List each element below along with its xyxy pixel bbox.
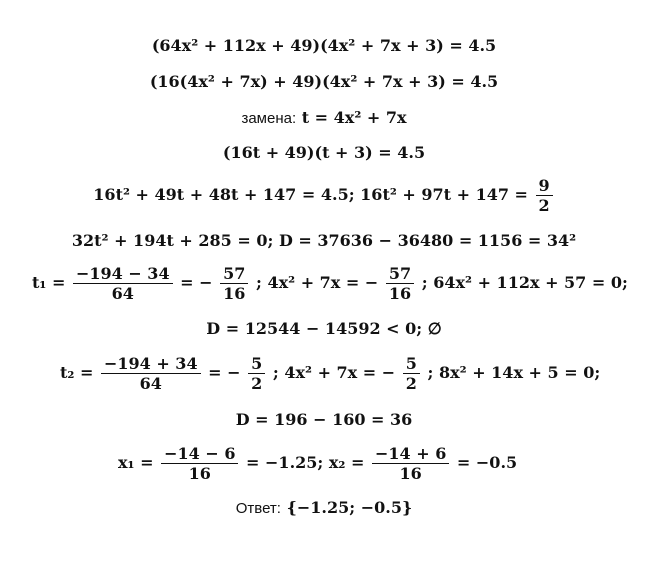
- discriminant-line-2: D = 12544 − 14592 < 0; ∅: [206, 319, 442, 338]
- t1-lhs: t₁ =: [32, 273, 66, 292]
- equation-line-4: (16t + 49)(t + 3) = 4.5: [222, 143, 426, 162]
- t2-tail: ; 8x² + 14x + 5 = 0;: [427, 363, 601, 382]
- fraction: [248, 354, 265, 393]
- equation-line-1: (64x² + 112x + 49)(4x² + 7x + 3) = 4.5: [151, 36, 497, 55]
- fraction: [73, 264, 173, 303]
- answer-label: Ответ:: [235, 500, 281, 517]
- t1-mid: = −: [180, 273, 213, 292]
- t2-equation: ; 4x² + 7x = −: [272, 363, 396, 382]
- x2-value: = −0.5: [456, 453, 518, 472]
- equation-line-2: (16(4x² + 7x) + 49)(4x² + 7x + 3) = 4.5: [149, 72, 499, 91]
- t1-tail: ; 64x² + 112x + 57 = 0;: [421, 273, 628, 292]
- roots-x-line: [118, 444, 618, 483]
- t1-equation: ; 4x² + 7x = −: [255, 273, 379, 292]
- x1-value-and-x2-lhs: = −1.25; x₂ =: [246, 453, 365, 472]
- x1-lhs: x₁ =: [118, 453, 154, 472]
- answer-line: [0, 498, 648, 519]
- fraction: [536, 176, 553, 215]
- fraction-denominator: 16: [388, 284, 412, 303]
- root-t2-line: [60, 354, 620, 393]
- fraction: [220, 264, 248, 303]
- fraction-numerator: 5: [248, 354, 265, 374]
- fraction: [386, 264, 414, 303]
- discriminant-line-3: D = 196 − 160 = 36: [235, 410, 413, 429]
- t2-lhs: t₂ =: [60, 363, 94, 382]
- equation-line-5: [0, 176, 648, 215]
- fraction-denominator: 64: [111, 284, 134, 303]
- fraction-denominator: 16: [399, 464, 422, 483]
- fraction-numerator: 57: [386, 264, 414, 284]
- fraction: [101, 354, 201, 393]
- substitution-label: замена:: [241, 110, 297, 127]
- fraction-numerator: 9: [536, 176, 553, 196]
- fraction-denominator: 16: [188, 464, 211, 483]
- fraction-numerator: 5: [403, 354, 420, 374]
- fraction-numerator: −194 − 34: [73, 264, 173, 284]
- fraction-denominator: 2: [405, 374, 417, 393]
- t2-mid: = −: [208, 363, 241, 382]
- expansion-expression: 16t² + 49t + 48t + 147 = 4.5; 16t² + 97t + 147 =: [93, 185, 528, 204]
- fraction-numerator: −14 − 6: [161, 444, 238, 464]
- fraction: [403, 354, 420, 393]
- fraction: [161, 444, 238, 483]
- discriminant-line-1: 32t² + 194t + 285 = 0; D = 37636 − 36480 = 1156 = 34²: [71, 231, 577, 250]
- fraction-numerator: −14 + 6: [372, 444, 449, 464]
- fraction-denominator: 2: [538, 196, 550, 215]
- fraction: [372, 444, 449, 483]
- fraction-denominator: 2: [251, 374, 263, 393]
- fraction-numerator: −194 + 34: [101, 354, 201, 374]
- fraction-denominator: 16: [223, 284, 246, 303]
- fraction-numerator: 57: [220, 264, 248, 284]
- fraction-denominator: 64: [139, 374, 162, 393]
- substitution-line: [0, 108, 648, 129]
- root-t1-line: [32, 264, 632, 303]
- substitution-expression: t = 4x² + 7x: [301, 108, 407, 127]
- answer-value: {−1.25; −0.5}: [286, 498, 413, 517]
